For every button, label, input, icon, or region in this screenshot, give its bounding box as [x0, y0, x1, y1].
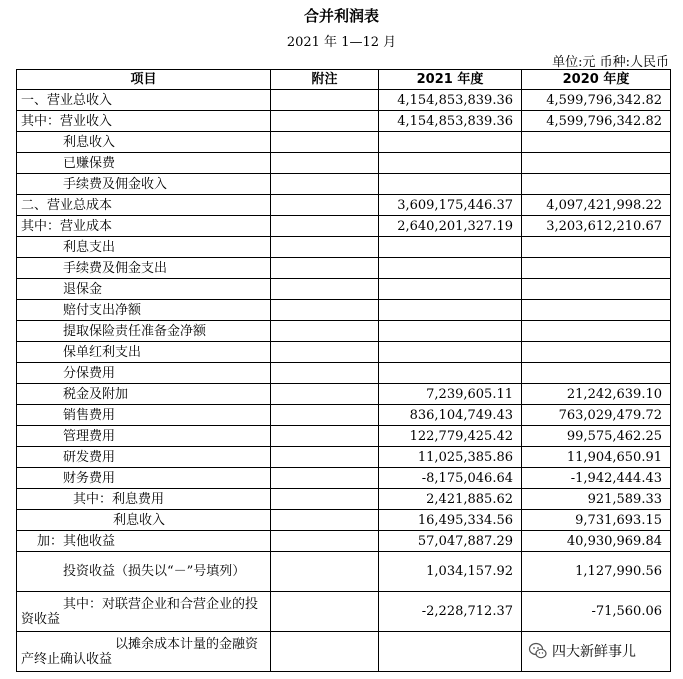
- table-row: [17, 363, 671, 384]
- row-label: 利息支出: [17, 237, 271, 258]
- row-label: 加：其他收益: [17, 531, 271, 552]
- row-2021: 16,495,334.56: [379, 510, 522, 531]
- table-row: [17, 237, 671, 258]
- row-2020: [522, 237, 671, 258]
- row-note: [271, 447, 379, 468]
- table-row: [17, 489, 671, 510]
- row-label: 赔付支出净额: [17, 300, 271, 321]
- row-2021: 11,025,385.86: [379, 447, 522, 468]
- row-2020: 4,097,421,998.22: [522, 195, 671, 216]
- row-note: [271, 405, 379, 426]
- table-row: [17, 279, 671, 300]
- row-note: [271, 258, 379, 279]
- table-row: [17, 468, 671, 489]
- row-2021: 2,640,201,327.19: [379, 216, 522, 237]
- row-2021: [379, 153, 522, 174]
- row-label: 其中：对联营企业和合营企业的投资收益: [17, 592, 271, 632]
- row-note: [271, 363, 379, 384]
- table-row: [17, 174, 671, 195]
- row-2021: [379, 237, 522, 258]
- table-row: [17, 153, 671, 174]
- row-2021: [379, 342, 522, 363]
- table-row: [17, 258, 671, 279]
- row-label: 一、营业总收入: [17, 90, 271, 111]
- row-note: [271, 592, 379, 632]
- table-row: [17, 195, 671, 216]
- statement-title: 合并利润表: [303, 7, 379, 25]
- row-2020: 11,904,650.91: [522, 447, 671, 468]
- row-2020: [522, 153, 671, 174]
- row-label: 已赚保费: [17, 153, 271, 174]
- table-row: [17, 531, 671, 552]
- row-2020: 1,127,990.56: [522, 552, 671, 592]
- row-2021: 7,239,605.11: [379, 384, 522, 405]
- row-2020: [522, 258, 671, 279]
- row-label: 提取保险责任准备金净额: [17, 321, 271, 342]
- statement-period: 2021 年 1—12 月: [286, 35, 397, 50]
- table-row: [17, 384, 671, 405]
- row-note: [271, 153, 379, 174]
- header-2020: 2020 年度: [522, 70, 671, 90]
- row-2021: [379, 132, 522, 153]
- header-note: 附注: [271, 70, 379, 90]
- row-2020: -1,942,444.43: [522, 468, 671, 489]
- row-note: [271, 531, 379, 552]
- row-label: 利息收入: [17, 510, 271, 531]
- income-statement-table: [16, 69, 671, 672]
- row-2021: [379, 279, 522, 300]
- row-label: 研发费用: [17, 447, 271, 468]
- table-row: [17, 321, 671, 342]
- table-row: [17, 132, 671, 153]
- watermark: [528, 637, 670, 665]
- row-note: [271, 468, 379, 489]
- row-note: [271, 279, 379, 300]
- row-label: 税金及附加: [17, 384, 271, 405]
- row-2020: [522, 174, 671, 195]
- row-label: 手续费及佣金支出: [17, 258, 271, 279]
- row-2020: [522, 363, 671, 384]
- table-row: [17, 111, 671, 132]
- row-2020: [522, 132, 671, 153]
- row-2020: 4,599,796,342.82: [522, 111, 671, 132]
- table-row: [17, 552, 671, 592]
- table-row: [17, 405, 671, 426]
- row-2021: [379, 174, 522, 195]
- row-2021: 4,154,853,839.36: [379, 90, 522, 111]
- row-label: 投资收益（损失以“－”号填列）: [17, 552, 271, 592]
- table-header-row: [17, 70, 671, 90]
- row-2021: 1,034,157.92: [379, 552, 522, 592]
- row-label: 手续费及佣金收入: [17, 174, 271, 195]
- row-note: [271, 195, 379, 216]
- row-note: [271, 426, 379, 447]
- row-2021: 57,047,887.29: [379, 531, 522, 552]
- table-row: [17, 447, 671, 468]
- row-2020: 4,599,796,342.82: [522, 90, 671, 111]
- row-note: [271, 174, 379, 195]
- row-2021: [379, 632, 522, 672]
- row-2021: [379, 258, 522, 279]
- row-label: 二、营业总成本: [17, 195, 271, 216]
- row-label: 分保费用: [17, 363, 271, 384]
- row-2021: [379, 300, 522, 321]
- row-2020: 763,029,479.72: [522, 405, 671, 426]
- row-2020: 40,930,969.84: [522, 531, 671, 552]
- row-note: [271, 342, 379, 363]
- row-2021: [379, 321, 522, 342]
- table-row: [17, 300, 671, 321]
- row-2021: [379, 363, 522, 384]
- row-note: [271, 632, 379, 672]
- row-note: [271, 489, 379, 510]
- table-row: [17, 510, 671, 531]
- row-2021: 4,154,853,839.36: [379, 111, 522, 132]
- row-2020: 3,203,612,210.67: [522, 216, 671, 237]
- row-2021: 836,104,749.43: [379, 405, 522, 426]
- row-label: 财务费用: [17, 468, 271, 489]
- row-note: [271, 237, 379, 258]
- row-2020: -71,560.06: [522, 592, 671, 632]
- table-row: [17, 342, 671, 363]
- row-2021: -8,175,046.64: [379, 468, 522, 489]
- table-row: [17, 216, 671, 237]
- row-note: [271, 132, 379, 153]
- row-label: 保单红利支出: [17, 342, 271, 363]
- row-note: [271, 384, 379, 405]
- row-2020: 21,242,639.10: [522, 384, 671, 405]
- row-2020: 921,589.33: [522, 489, 671, 510]
- currency-unit: 单位:元 币种:人民币: [552, 55, 669, 70]
- row-label: 其中：利息费用: [17, 489, 271, 510]
- row-note: [271, 216, 379, 237]
- row-note: [271, 510, 379, 531]
- row-2021: 3,609,175,446.37: [379, 195, 522, 216]
- row-label: 销售费用: [17, 405, 271, 426]
- row-label: 利息收入: [17, 132, 271, 153]
- row-note: [271, 90, 379, 111]
- table-row: [17, 592, 671, 632]
- row-label: 其中：营业成本: [17, 216, 271, 237]
- row-note: [271, 111, 379, 132]
- row-label: 其中：营业收入: [17, 111, 271, 132]
- row-2021: 122,779,425.42: [379, 426, 522, 447]
- row-note: [271, 552, 379, 592]
- row-2020: 99,575,462.25: [522, 426, 671, 447]
- row-2020: [522, 300, 671, 321]
- header-item: 项目: [17, 70, 271, 90]
- row-2020: 9,731,693.15: [522, 510, 671, 531]
- row-note: [271, 321, 379, 342]
- row-2020: [522, 342, 671, 363]
- row-label: 管理费用: [17, 426, 271, 447]
- header-2021: 2021 年度: [379, 70, 522, 90]
- wechat-icon: [528, 641, 548, 661]
- row-label: 以摊余成本计量的金融资产终止确认收益: [17, 632, 271, 672]
- row-2020: [522, 279, 671, 300]
- watermark-text: 四大新鲜事儿: [552, 644, 636, 660]
- row-2020: [522, 321, 671, 342]
- table-row: [17, 426, 671, 447]
- row-2021: -2,228,712.37: [379, 592, 522, 632]
- row-note: [271, 300, 379, 321]
- table-row: [17, 90, 671, 111]
- row-2021: 2,421,885.62: [379, 489, 522, 510]
- row-label: 退保金: [17, 279, 271, 300]
